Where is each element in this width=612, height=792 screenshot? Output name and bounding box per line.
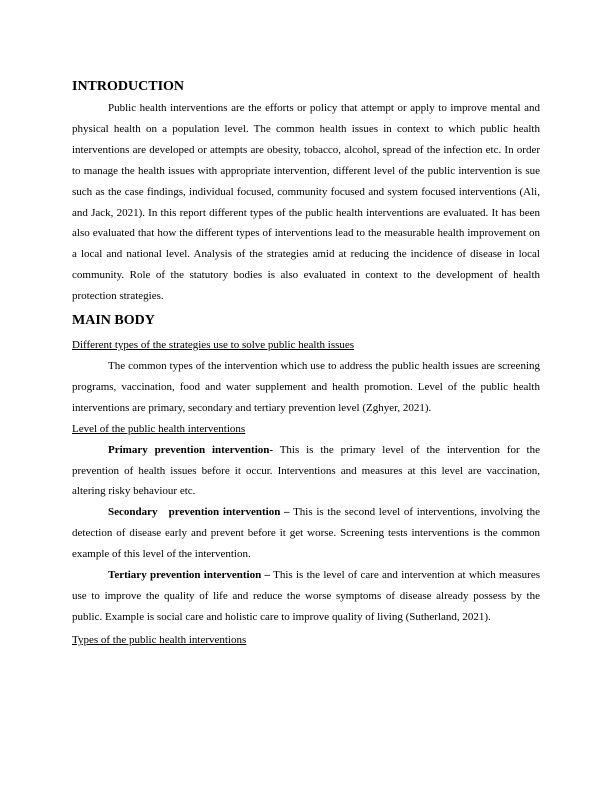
secondary-prevention-term: Secondary prevention intervention –: [108, 506, 290, 519]
secondary-prevention-text: This is the second level of interventions, involving the detection of disease early and prevent before it get worse. Screening tests interventions is the common example of this level of the intervention.: [72, 506, 540, 561]
main-body-heading: MAIN BODY: [72, 313, 155, 329]
levels-subheading: Level of the public health interventions: [72, 422, 246, 435]
tertiary-prevention-term: Tertiary prevention intervention –: [108, 569, 271, 582]
strategies-paragraph: The common types of the intervention which use to address the public health issues are screening programs, vaccination, food and water supplement and health promotion. Level of the public health interventions are primary, secondary and tertiary prevention level (Zghyer, 2021).: [72, 359, 540, 414]
primary-prevention-text: This is the primary level of the intervention for the prevention of health issues before it occur. Interventions and measures at this level are vaccination, altering risky behaviour etc.: [72, 443, 540, 498]
secondary-prevention-paragraph: [72, 502, 540, 565]
types-subheading: Types of the public health interventions: [72, 633, 247, 646]
primary-prevention-term: Primary prevention intervention-: [108, 443, 274, 456]
primary-prevention-paragraph: [72, 440, 540, 503]
page-content: [72, 77, 540, 651]
introduction-heading: INTRODUCTION: [72, 79, 185, 94]
strategies-subheading: Different types of the strategies use to solve public health issues: [72, 339, 355, 352]
tertiary-prevention-paragraph: [72, 565, 540, 628]
tertiary-prevention-text: This is the level of care and intervention at which measures use to improve the quality of life and reduce the worse symptoms of disease already possess by the public. Example is social care and holistic care to improve quality of living (Sutherland, 2021).: [72, 569, 540, 623]
introduction-paragraph: Public health interventions are the efforts or policy that attempt or apply to improve mental and physical health on a population level. The common health issues in context to which public health interventions are developed or attempts are obesity, tobacco, alcohol, spread of the infection etc. In order to manage the health issues with appropriate intervention, different level of the public intervention is sue such as the case findings, individual focused, community focused and system focused interventions (Ali, and Jack, 2021). In this report different types of the public health interventions are evaluated. It has been also evaluated that how the different types of interventions lead to the measurable health improvement on a local and national level. Analysis of the strategies amid at reducing the incidence of disease in local community. Role of the statutory bodies is also evaluated in context to the development of health protection strategies.: [72, 102, 540, 303]
